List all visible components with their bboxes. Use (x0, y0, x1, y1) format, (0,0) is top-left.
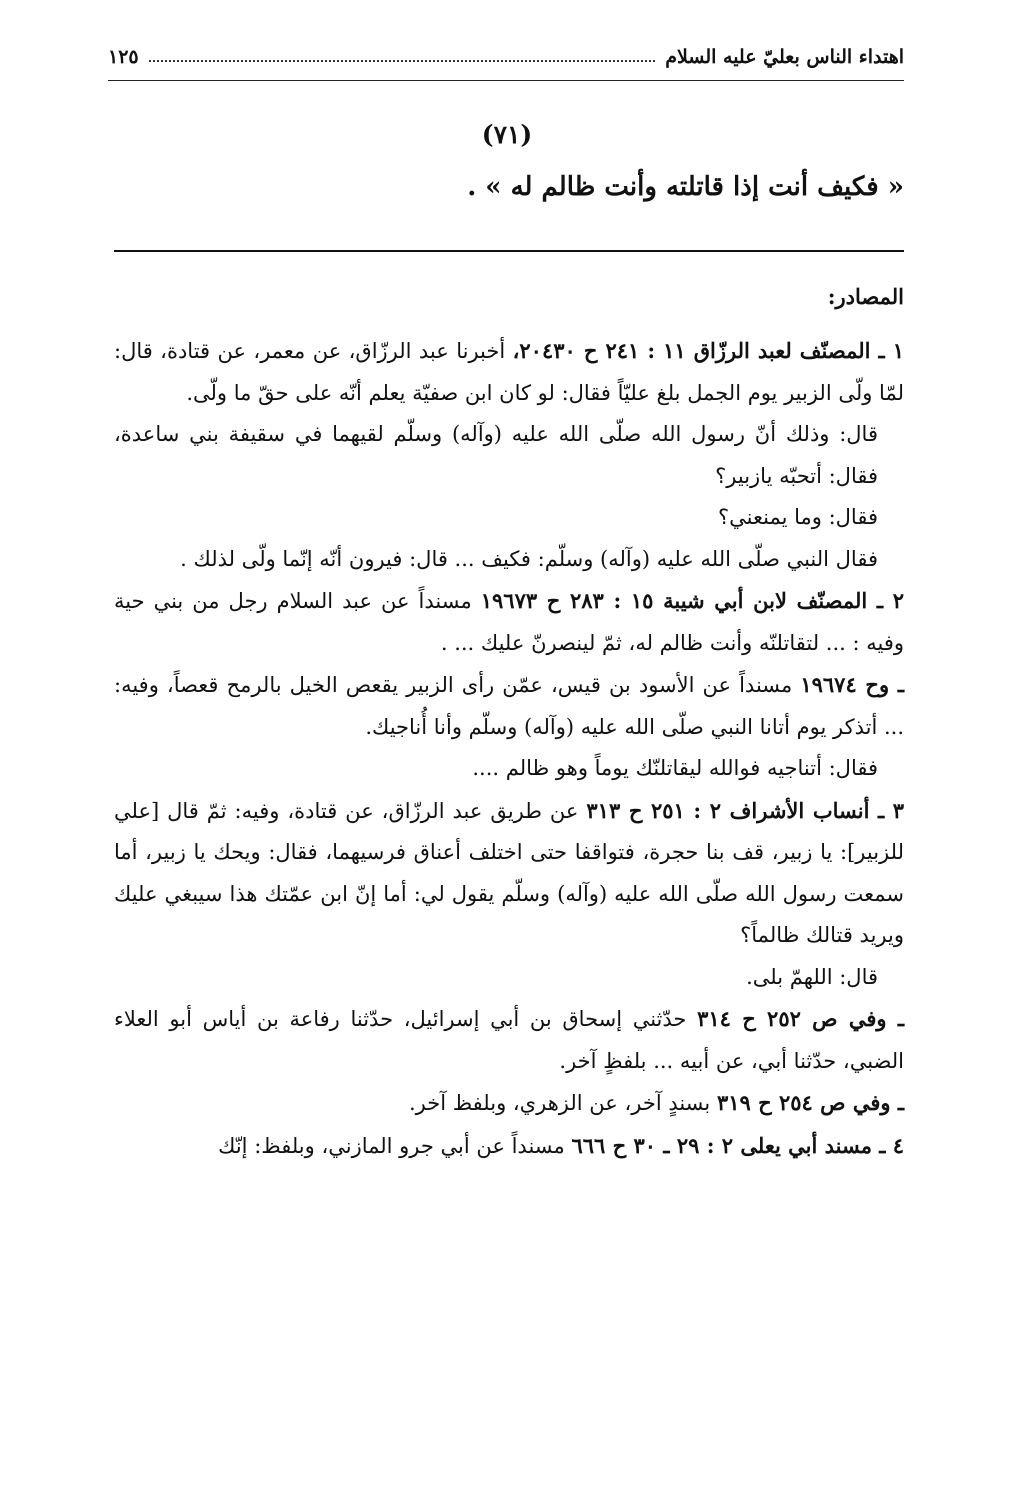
source-text: فقال: أتناجيه فوالله ليقاتلنّك يوماً وهو ظالم .... (472, 756, 878, 780)
source-entry (114, 1125, 904, 1168)
source-reference: ٣ ـ أنساب الأشراف ٢ : ٢٥١ ح ٣١٣ (586, 797, 905, 823)
source-text: مسنداً عن أبي جرو المازني، وبلفظ: إنّك (218, 1133, 572, 1158)
source-text: قال: وذلك أنّ رسول الله صلّى الله عليه (وآله) وسلّم لقيهما في سقيفة بني ساعدة، فقال: أتحبّه يازبير؟ (114, 422, 878, 488)
source-entry (114, 1082, 904, 1125)
source-entry (114, 414, 904, 497)
source-text: عن طريق عبد الرزّاق، عن قتادة، وفيه: ثمّ قال [علي للزبير]: يا زبير، قف بنا حجرة، فتواقفا حتى اختلف أعناق فرسيهما، فقال: ويحك يا زبير، أما سمعت رسول الله صلّى الله عليه (وآله) وسلّم يقول لي: أما إنّ ابن عمّتك هذا سيبغي عليك ويريد قتالك ظالماً؟ (114, 798, 904, 947)
source-entry (114, 998, 904, 1082)
sources-list (114, 330, 904, 1167)
source-reference: ـ وفي ص ٢٥٤ ح ٣١٩ (716, 1090, 904, 1115)
source-text: مسنداً عن الأسود بن قيس، عمّن رأى الزبير يقعص الخيل بالرمح قعصاً، وفيه: ... أتذكر يوم أتانا النبي صلّى الله عليه (وآله) وسلّم وأنا أُناجيك. (114, 673, 904, 739)
hadith-number: (٧١) (481, 120, 533, 149)
source-entry (114, 330, 904, 414)
source-entry (114, 790, 904, 957)
source-entry (114, 497, 904, 539)
source-reference: ـ وفي ص ٢٥٢ ح ٣١٤ (697, 1006, 904, 1031)
source-text: مسنداً عن عبد السلام رجل من بني حية وفيه : ... لتقاتلنّه وأنت ظالم له، ثمّ لينصرنّ عليك ... . (114, 589, 904, 655)
source-text: فقال النبي صلّى الله عليه (وآله) وسلّم: فكيف ... قال: فيرون أنّه إنّما ولّى لذلك . (180, 546, 878, 571)
dot-leader (149, 60, 656, 62)
source-reference: ٢ ـ المصنّف لابن أبي شيبة ١٥ : ٢٨٣ ح ١٩٦٧٣ (480, 588, 904, 613)
source-text: حدّثني إسحاق بن أبي إسرائيل، حدّثنا رفاعة بن أياس أبو العلاء الضبي، حدّثنا أبي، عن أبيه ... بلفظٍ آخر. (114, 1007, 904, 1073)
page-number: ١٢٥ (108, 46, 139, 68)
source-text: بسندٍ آخر، عن الزهري، وبلفظ آخر. (408, 1091, 717, 1115)
source-entry (114, 957, 904, 999)
source-text: أخبرنا عبد الرزّاق، عن معمر، عن قتادة، قال: لمّا ولّى الزبير يوم الجمل بلغ عليّاً فقال: لو كان ابن صفيّة يعلم أنّه على حقّ ما ولّى. (114, 339, 904, 405)
source-entry (114, 580, 904, 664)
source-reference: ١ ـ المصنّف لعبد الرزّاق ١١ : ٢٤١ ح ٢٠٤٣٠، (512, 338, 904, 363)
source-text: فقال: وما يمنعني؟ (718, 505, 878, 529)
hadith-text: « فكيف أنت إذا قاتلته وأنت ظالم له » . (467, 172, 904, 202)
sources-label: المصادر: (827, 284, 904, 309)
separator-rule (114, 250, 904, 252)
running-head (108, 40, 904, 81)
source-reference: ٤ ـ مسند أبي يعلى ٢ : ٢٩ ـ ٣٠ ح ٦٦٦ (571, 1132, 904, 1158)
running-head-title: اهتداء الناس بعليّ عليه السلام (665, 46, 904, 68)
source-reference: ـ وح ١٩٦٧٤ (800, 672, 904, 697)
source-entry (114, 748, 904, 790)
source-entry (114, 664, 904, 748)
source-text: قال: اللهمّ بلى. (746, 964, 878, 989)
source-entry (114, 539, 904, 581)
